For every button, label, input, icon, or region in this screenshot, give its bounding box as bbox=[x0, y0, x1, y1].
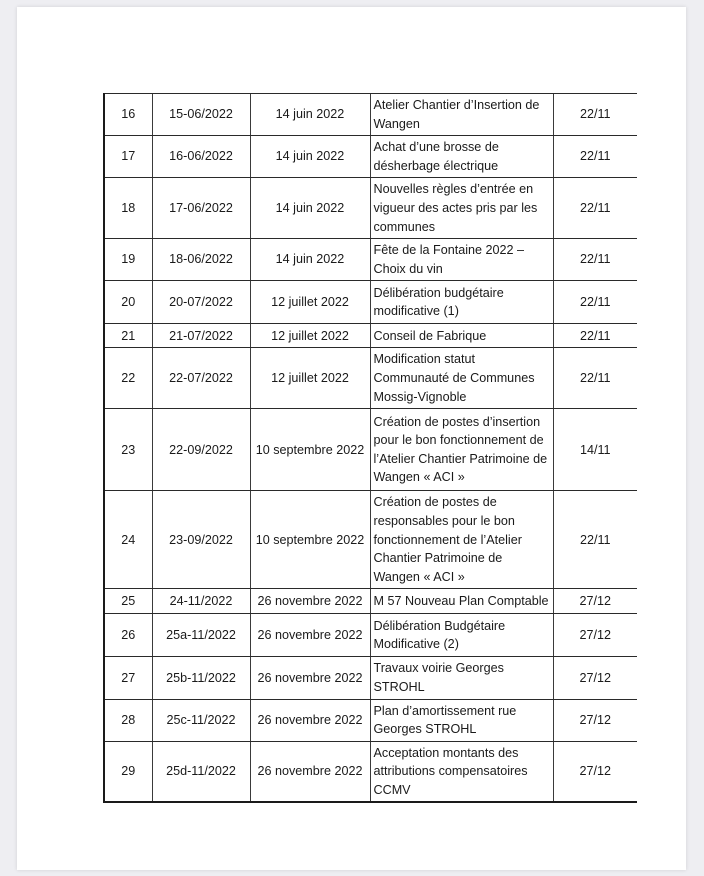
table-row bbox=[104, 136, 637, 178]
row-transmission-date: 22/11 bbox=[553, 281, 637, 324]
row-object: Conseil de Fabrique bbox=[370, 324, 553, 348]
row-object: Fête de la Fontaine 2022 – Choix du vin bbox=[370, 239, 553, 281]
row-reference: 25a-11/2022 bbox=[152, 614, 250, 657]
row-meeting-date: 26 novembre 2022 bbox=[250, 614, 370, 657]
row-reference: 21-07/2022 bbox=[152, 324, 250, 348]
row-number: 20 bbox=[104, 281, 152, 324]
document-page bbox=[17, 7, 686, 870]
row-object: Création de postes de responsables pour le bon fonctionnement de l’Atelier Chantier Patrimoine de Wangen « ACI » bbox=[370, 491, 553, 589]
row-reference: 25c-11/2022 bbox=[152, 699, 250, 741]
row-meeting-date: 12 juillet 2022 bbox=[250, 348, 370, 409]
row-reference: 25d-11/2022 bbox=[152, 741, 250, 802]
row-reference: 16-06/2022 bbox=[152, 136, 250, 178]
table-row bbox=[104, 614, 637, 657]
row-transmission-date: 22/11 bbox=[553, 324, 637, 348]
table-row bbox=[104, 589, 637, 614]
row-meeting-date: 10 septembre 2022 bbox=[250, 409, 370, 491]
row-meeting-date: 14 juin 2022 bbox=[250, 136, 370, 178]
row-number: 29 bbox=[104, 741, 152, 802]
row-object: Nouvelles règles d’entrée en vigueur des actes pris par les communes bbox=[370, 178, 553, 239]
table-row bbox=[104, 94, 637, 136]
row-reference: 15-06/2022 bbox=[152, 94, 250, 136]
row-reference: 17-06/2022 bbox=[152, 178, 250, 239]
table-row bbox=[104, 239, 637, 281]
row-reference: 22-09/2022 bbox=[152, 409, 250, 491]
table-row bbox=[104, 281, 637, 324]
table-row bbox=[104, 178, 637, 239]
row-transmission-date: 27/12 bbox=[553, 589, 637, 614]
row-transmission-date: 22/11 bbox=[553, 239, 637, 281]
row-reference: 20-07/2022 bbox=[152, 281, 250, 324]
row-number: 25 bbox=[104, 589, 152, 614]
row-object: Plan d’amortissement rue Georges STROHL bbox=[370, 699, 553, 741]
row-object: Achat d’une brosse de désherbage électrique bbox=[370, 136, 553, 178]
row-number: 18 bbox=[104, 178, 152, 239]
row-transmission-date: 14/11 bbox=[553, 409, 637, 491]
row-meeting-date: 26 novembre 2022 bbox=[250, 699, 370, 741]
row-reference: 18-06/2022 bbox=[152, 239, 250, 281]
row-meeting-date: 26 novembre 2022 bbox=[250, 741, 370, 802]
row-object: Atelier Chantier d’Insertion de Wangen bbox=[370, 94, 553, 136]
row-transmission-date: 22/11 bbox=[553, 491, 637, 589]
row-transmission-date: 22/11 bbox=[553, 178, 637, 239]
row-object: Travaux voirie Georges STROHL bbox=[370, 657, 553, 699]
row-transmission-date: 22/11 bbox=[553, 348, 637, 409]
row-transmission-date: 22/11 bbox=[553, 94, 637, 136]
row-meeting-date: 12 juillet 2022 bbox=[250, 324, 370, 348]
row-number: 23 bbox=[104, 409, 152, 491]
row-reference: 23-09/2022 bbox=[152, 491, 250, 589]
row-number: 28 bbox=[104, 699, 152, 741]
row-transmission-date: 27/12 bbox=[553, 699, 637, 741]
table-row bbox=[104, 741, 637, 802]
row-number: 17 bbox=[104, 136, 152, 178]
row-meeting-date: 26 novembre 2022 bbox=[250, 657, 370, 699]
row-transmission-date: 27/12 bbox=[553, 741, 637, 802]
row-number: 16 bbox=[104, 94, 152, 136]
row-number: 24 bbox=[104, 491, 152, 589]
row-object: Délibération Budgétaire Modificative (2) bbox=[370, 614, 553, 657]
row-object: Modification statut Communauté de Communes Mossig-Vignoble bbox=[370, 348, 553, 409]
table-row bbox=[104, 491, 637, 589]
row-transmission-date: 27/12 bbox=[553, 614, 637, 657]
row-object: Création de postes d’insertion pour le bon fonctionnement de l’Atelier Chantier Patrimoine de Wangen « ACI » bbox=[370, 409, 553, 491]
row-number: 19 bbox=[104, 239, 152, 281]
deliberations-table bbox=[103, 93, 637, 803]
row-number: 26 bbox=[104, 614, 152, 657]
table-row bbox=[104, 699, 637, 741]
row-reference: 22-07/2022 bbox=[152, 348, 250, 409]
row-meeting-date: 14 juin 2022 bbox=[250, 239, 370, 281]
table-row bbox=[104, 409, 637, 491]
row-meeting-date: 14 juin 2022 bbox=[250, 178, 370, 239]
row-object: Délibération budgétaire modificative (1) bbox=[370, 281, 553, 324]
row-number: 21 bbox=[104, 324, 152, 348]
row-meeting-date: 12 juillet 2022 bbox=[250, 281, 370, 324]
row-meeting-date: 14 juin 2022 bbox=[250, 94, 370, 136]
row-meeting-date: 26 novembre 2022 bbox=[250, 589, 370, 614]
table-row bbox=[104, 324, 637, 348]
table-row bbox=[104, 657, 637, 699]
row-transmission-date: 22/11 bbox=[553, 136, 637, 178]
table-row bbox=[104, 348, 637, 409]
row-number: 22 bbox=[104, 348, 152, 409]
row-meeting-date: 10 septembre 2022 bbox=[250, 491, 370, 589]
row-reference: 24-11/2022 bbox=[152, 589, 250, 614]
row-transmission-date: 27/12 bbox=[553, 657, 637, 699]
row-object: M 57 Nouveau Plan Comptable bbox=[370, 589, 553, 614]
row-reference: 25b-11/2022 bbox=[152, 657, 250, 699]
row-number: 27 bbox=[104, 657, 152, 699]
row-object: Acceptation montants des attributions compensatoires CCMV bbox=[370, 741, 553, 802]
